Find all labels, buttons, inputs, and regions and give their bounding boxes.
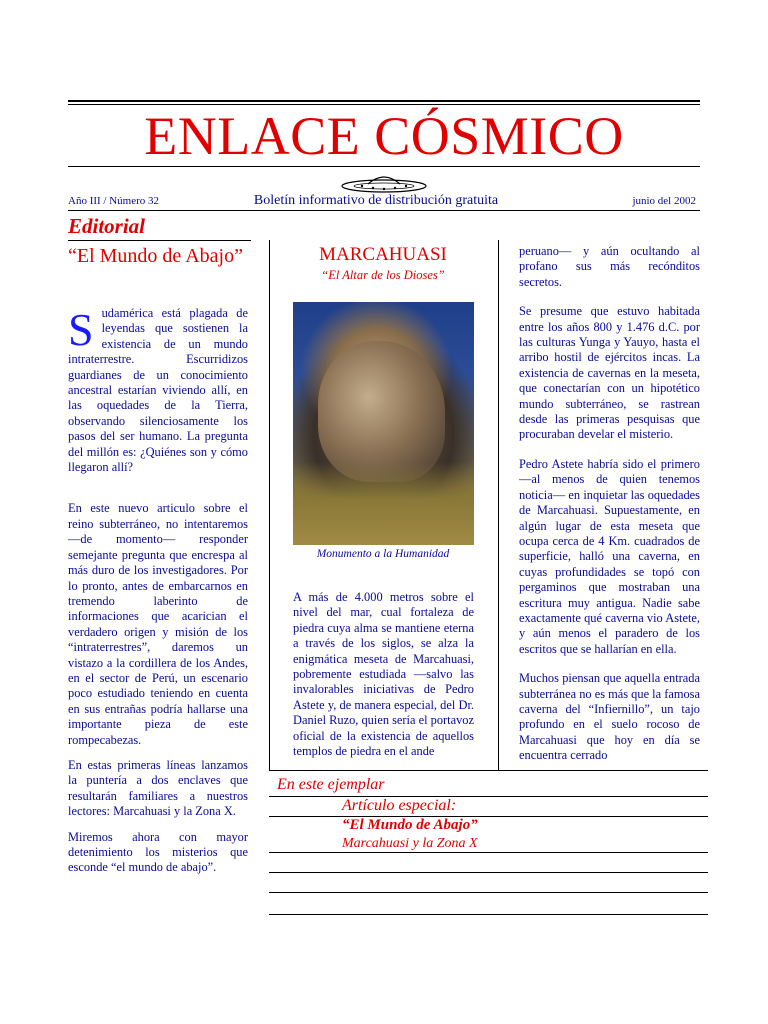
toc-heading: En este ejemplar — [277, 776, 385, 793]
issue-number: Año III / Número 32 — [68, 195, 160, 207]
issue-date: junio del 2002 — [632, 195, 696, 207]
toc-item-title: “El Mundo de Abajo” — [342, 817, 478, 833]
editorial-section-label: Editorial — [68, 214, 146, 238]
editorial-headline: “El Mundo de Abajo” — [68, 245, 243, 267]
editorial-paragraph-3: En estas primeras líneas lanzamos la puntería a dos enclaves que resultarán familiares a nuestros lectores: Marcahuasi y la Zona X. — [68, 757, 248, 819]
article-left-rule — [269, 240, 270, 770]
article-right-paragraph-3: Pedro Astete habría sido el primero —al menos de quien tenemos noticia— en inquietar las oquedades de Marcahuasi. Supuestamente, en algún lugar de esta meseta que ocupa cerca de 4 Km. cuadrados de superficie, halló una caverna, en cuyas profundidades se topó con pergaminos que mostraban una escritura muy antigua. Nadie sabe exactamente qué caverna vio Astete, y aún menos el paradero de los escritos que se hallarían en ella. — [519, 456, 700, 656]
header-bottom-rule — [68, 210, 700, 211]
photo-caption: Monumento a la Humanidad — [316, 548, 450, 560]
toc-item-sub: Marcahuasi y la Zona X — [342, 836, 478, 851]
editorial-paragraph-4: Miremos ahora con mayor detenimiento los misterios que esconde “el mundo de abajo”. — [68, 829, 248, 875]
article-subtitle: “El Altar de los Dioses” — [321, 268, 445, 282]
editorial-label-rule — [68, 240, 251, 241]
article-title: MARCAHUASI — [319, 244, 447, 265]
flying-saucer-icon — [340, 172, 428, 194]
article-body-right — [519, 244, 700, 774]
editorial-body — [68, 306, 248, 886]
article-body-middle: A más de 4.000 metros sobre el nivel del mar, cual fortaleza de piedra cuya alma se mantiene eterna a través de los siglos, se alza la enigmática meseta de Marcahuasi, pobremente estudiada —salvo las invalorables iniciativas de Pedro Astete y, de manera especial, del Dr. Daniel Ruzo, quien sería el portavoz oficial de la existencia de aquellos templos de piedra en el ande — [293, 590, 474, 759]
top-rule-thick — [68, 100, 700, 102]
monument-photo — [293, 302, 474, 545]
masthead-title: ENLACE CÓSMICO — [144, 106, 624, 166]
photo-ground — [293, 462, 474, 545]
editorial-paragraph-1: Sudamérica está plagada de leyendas que sostienen la existencia de un mundo intraterrestre. Escurridizos guardianes de un conocimiento ancestral estarían viviendo allí, en las oquedades de la Tierra, observando silenciosamente los pasos del ser humano. La pregunta del millón es: ¿Quiénes son y cómo llegaron allí? — [68, 304, 248, 475]
article-mid-rule — [498, 240, 499, 770]
toc-rule-3 — [269, 852, 708, 853]
article-right-paragraph-1: peruano— y aún ocultando al profano sus más recónditos secretos. — [519, 244, 700, 289]
toc-rule-5 — [269, 892, 708, 893]
article-right-paragraph-4: Muchos piensan que aquella entrada subterránea no es más que la famosa caverna del “Infiernillo”, un tajo profundo en el suelo rocoso de Marcahuasi que hoy en día se encuentra cerrado — [519, 671, 700, 763]
toc-item-label: Artículo especial: — [342, 797, 457, 814]
toc-rule-6 — [269, 914, 708, 915]
rock-formation — [318, 341, 445, 482]
toc-rule-1 — [269, 796, 708, 797]
toc-rule-2 — [269, 816, 708, 817]
article-right-paragraph-2: Se presume que estuvo habitada entre los años 800 y 1.476 d.C. por las culturas Yunga y Yauyo, hasta el arribo hostil de ejércitos incas. La existencia de cavernas en la meseta, que conectarían con un hipotético mundo subterráneo, se rastrean desde las primeras pesquisas que procuraban develar el misterio. — [519, 304, 700, 442]
editorial-dropcap: S — [68, 304, 94, 355]
masthead-bottom-rule — [68, 166, 700, 167]
editorial-paragraph-2: En este nuevo articulo sobre el reino subterráneo, no intentaremos —de momento— responder semejante pregunta que encrespa al más duro de los investigadores. Por lo pronto, antes de embarcarnos en tremendo laberinto de informaciones que acarician el verdadero origen y misión de los “intraterrestres”, daremos un vistazo a la cordillera de los Andes, en el sector de Perú, un escenario poco estudiado teniendo en cuenta en sus entrañas podría hallarse una importante pieza de este rompecabezas. — [68, 501, 248, 747]
toc-rule-4 — [269, 872, 708, 873]
tagline: Boletín informativo de distribución gratuita — [253, 193, 499, 208]
top-rule-thin — [68, 104, 700, 105]
